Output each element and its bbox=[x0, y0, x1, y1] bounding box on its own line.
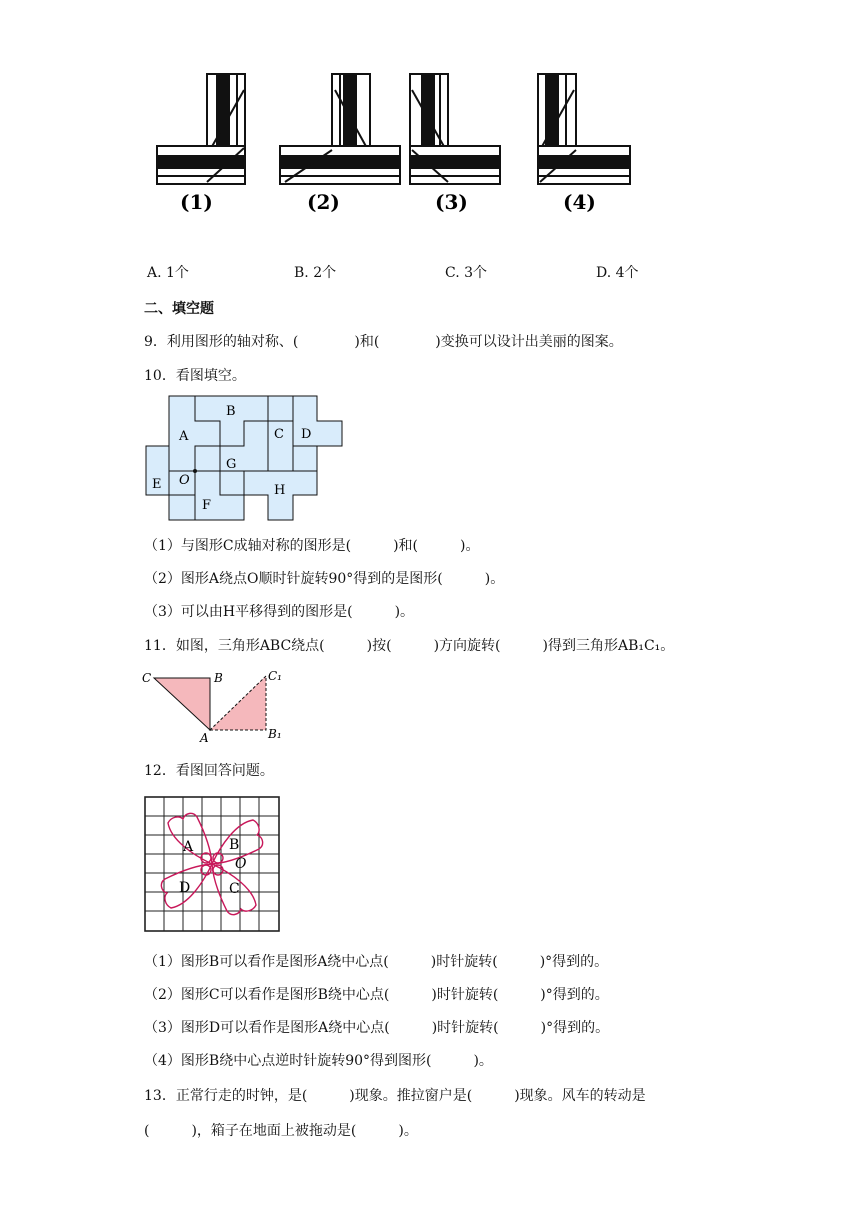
flower-label-c: C bbox=[229, 881, 240, 897]
tile-label-b: B bbox=[226, 404, 236, 419]
l-shape-2 bbox=[280, 74, 400, 184]
question-9: 9．利用图形的轴对称、( )和( )变换可以设计出美丽的图案。 bbox=[144, 334, 623, 350]
question-10-sub3: （3）可以由H平移得到的图形是( )。 bbox=[144, 604, 415, 620]
flower-label-a: A bbox=[183, 839, 194, 855]
tile-label-o: O bbox=[179, 473, 190, 488]
tile-label-c: C bbox=[274, 427, 284, 442]
tile-label-d: D bbox=[301, 427, 312, 442]
question-13-line1: 13．正常行走的时钟，是( )现象。推拉窗户是( )现象。风车的转动是 bbox=[144, 1088, 646, 1104]
triangle-figure bbox=[140, 668, 300, 748]
l-label-3: (3) bbox=[435, 190, 468, 214]
question-11: 11．如图，三角形ABC绕点( )按( )方向旋转( )得到三角形AB₁C₁。 bbox=[144, 638, 675, 654]
question-10-sub2: （2）图形A绕点O顺时针旋转90°得到的是图形( )。 bbox=[144, 571, 505, 587]
option-a[interactable]: A. 1个 bbox=[147, 265, 189, 281]
option-d[interactable]: D. 4个 bbox=[596, 265, 639, 281]
tile-label-a: A bbox=[179, 429, 189, 444]
question-13-line2: ( )，箱子在地面上被拖动是( )。 bbox=[144, 1123, 418, 1139]
l-shape-1 bbox=[157, 74, 245, 184]
question-10-title: 10．看图填空。 bbox=[144, 368, 246, 384]
option-b[interactable]: B. 2个 bbox=[294, 265, 337, 281]
question-12-sub1: （1）图形B可以看作是图形A绕中心点( )时针旋转( )°得到的。 bbox=[144, 954, 609, 970]
l-label-1: (1) bbox=[180, 190, 213, 214]
question-12-title: 12．看图回答问题。 bbox=[144, 763, 274, 779]
l-label-4: (4) bbox=[563, 190, 596, 214]
tile-label-f: F bbox=[202, 498, 212, 513]
l-shape-3 bbox=[410, 74, 500, 184]
l-shape-4 bbox=[538, 74, 630, 184]
tri-label-b: B bbox=[214, 671, 223, 685]
tri-label-a: A bbox=[200, 731, 209, 745]
question-10-sub1: （1）与图形C成轴对称的图形是( )和( )。 bbox=[144, 538, 480, 554]
question-12-sub3: （3）图形D可以看作是图形A绕中心点( )时针旋转( )°得到的。 bbox=[144, 1020, 610, 1036]
l-label-2: (2) bbox=[307, 190, 340, 214]
tile-label-g: G bbox=[226, 457, 237, 472]
tile-label-e: E bbox=[152, 477, 162, 492]
tri-label-c1: C₁ bbox=[268, 669, 282, 683]
tri-label-b1: B₁ bbox=[268, 727, 282, 741]
option-c[interactable]: C. 3个 bbox=[445, 265, 488, 281]
flower-label-d: D bbox=[179, 880, 191, 896]
l-shape-figures bbox=[0, 0, 860, 240]
flower-label-o: O bbox=[235, 856, 247, 872]
section-title: 二、填空题 bbox=[144, 301, 214, 317]
tile-figure bbox=[140, 390, 360, 530]
question-12-sub2: （2）图形C可以看作是图形B绕中心点( )时针旋转( )°得到的。 bbox=[144, 987, 609, 1003]
flower-label-b: B bbox=[229, 837, 240, 853]
question-12-sub4: （4）图形B绕中心点逆时针旋转90°得到图形( )。 bbox=[144, 1053, 493, 1069]
flower-grid-figure bbox=[143, 795, 283, 935]
tri-label-c: C bbox=[142, 671, 152, 685]
tile-label-h: H bbox=[274, 483, 286, 498]
